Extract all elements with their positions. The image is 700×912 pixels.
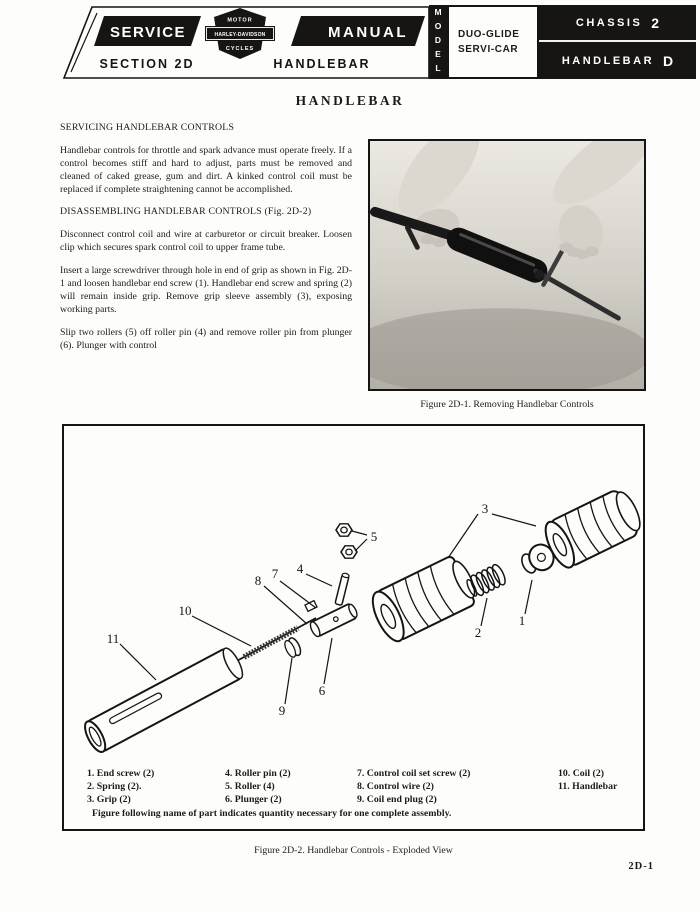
legend-item: 9. Coil end plug (2): [357, 794, 437, 805]
photo-shadow: [370, 308, 644, 389]
article-heading-disassembling: DISASSEMBLING HANDLEBAR CONTROLS (Fig. 2D-2): [60, 206, 312, 217]
set-screw-part-7: [305, 601, 317, 612]
grip-sleeve-part-3: [367, 552, 482, 645]
callout-2: 2: [474, 625, 482, 640]
legend-column-4: [558, 767, 617, 793]
roller-part-5b: [341, 546, 357, 558]
manual-label: MANUAL: [328, 24, 408, 41]
coil-end-plug-part-9: [282, 636, 302, 659]
article-paragraph: Handlebar controls for throttle and spark advance must operate freely. If a control becomes stiff and hard to adjust, parts must be removed and cleaned of caked grease, gum and dirt. A kinked control coil must be replaced if complete straightening cannot be accomplished.: [60, 145, 352, 195]
article-column: [60, 122, 352, 362]
control-wire-part-8: [233, 618, 316, 663]
chassis-row: [539, 5, 696, 42]
handlebar-section-letter: D: [663, 52, 674, 69]
callout-10: 10: [178, 603, 192, 618]
callout-7: 7: [271, 566, 279, 581]
callout-9: 9: [278, 703, 286, 718]
parts-legend: [64, 767, 643, 829]
logo-cycles: CYCLES: [225, 46, 255, 52]
article-paragraph: Disconnect control coil and wire at carburetor or circuit breaker. Loosen clip which secures spark control coil to upper frame tube.: [60, 229, 352, 253]
legend-note: Figure following name of part indicates quantity necessary for one complete assembly.: [92, 808, 452, 819]
callout-1: 1: [518, 613, 526, 628]
legend-item: 8. Control wire (2): [357, 781, 434, 792]
model-name-servi-car: SERVI-CAR: [458, 44, 519, 55]
harley-davidson-logo-icon: [205, 8, 275, 59]
legend-column-1: [87, 767, 154, 806]
page-title: HANDLEBAR: [295, 93, 405, 108]
figure-2d1-photo: [368, 139, 646, 391]
legend-column-2: [225, 767, 291, 806]
roller-pin-part-4: [335, 573, 350, 606]
model-vertical-label: MODEL: [433, 7, 443, 77]
logo-harley-davidson: HARLEY-DAVIDSON: [214, 31, 266, 38]
legend-item: 7. Control coil set screw (2): [357, 768, 471, 779]
chassis-label: CHASSIS: [575, 16, 643, 29]
model-names-box: [447, 5, 539, 79]
legend-item: 6. Plunger (2): [225, 794, 282, 805]
legend-item: 3. Grip (2): [87, 794, 131, 805]
legend-item: 4. Roller pin (2): [225, 768, 291, 779]
callout-4: 4: [296, 561, 304, 576]
chassis-section-box: [539, 5, 696, 79]
section-label: SECTION 2D: [99, 57, 195, 71]
legend-item: 10. Coil (2): [558, 768, 604, 779]
callout-6: 6: [318, 683, 326, 698]
article-heading-servicing: SERVICING HANDLEBAR CONTROLS: [60, 122, 235, 133]
exploded-view-diagram: [64, 428, 643, 758]
handlebar-section-label: HANDLEBAR: [561, 54, 655, 67]
legend-item: 1. End screw (2): [87, 768, 155, 779]
model-strip: [429, 5, 447, 79]
article-paragraph: Slip two rollers (5) off roller pin (4) and remove roller pin from plunger (6). Plunger with control: [60, 327, 352, 351]
callout-11: 11: [106, 631, 120, 646]
figure-2d2-caption: Figure 2D-2. Handlebar Controls - Exploded View: [254, 845, 453, 856]
roller-part-5a: [336, 524, 352, 536]
handlebar-row: [539, 42, 696, 79]
legend-item: 2. Spring (2).: [87, 781, 142, 792]
handlebar-part-11: [81, 646, 246, 755]
model-name-duo-glide: DUO-GLIDE: [458, 29, 520, 40]
logo-motor: MOTOR: [227, 17, 253, 24]
article-paragraph: Insert a large screwdriver through hole in end of grip as shown in Fig. 2D-1 and loosen handlebar end screw (1). Handlebar end screw and spring (2) will remain inside grip. Remove grip sleeve assembly (3), exposing working parts.: [60, 265, 352, 315]
photo-illustration: [370, 141, 644, 389]
callout-5: 5: [370, 529, 378, 544]
callout-3: 3: [481, 501, 489, 516]
callout-8: 8: [254, 573, 262, 588]
banner-inner-slant: [71, 13, 97, 72]
section-name: HANDLEBAR: [273, 57, 371, 71]
service-label: SERVICE: [109, 24, 187, 41]
figure-2d2-box: [62, 424, 645, 831]
grip-part-3: [540, 485, 643, 571]
chassis-number: 2: [651, 14, 660, 31]
figure-2d1-caption: Figure 2D-1. Removing Handlebar Controls: [420, 399, 594, 410]
header-banner: [0, 0, 430, 90]
page-number: 2D-1: [628, 861, 654, 872]
legend-item: 5. Roller (4): [225, 781, 275, 792]
legend-column-3: [357, 767, 470, 806]
legend-item: 11. Handlebar: [558, 781, 618, 792]
